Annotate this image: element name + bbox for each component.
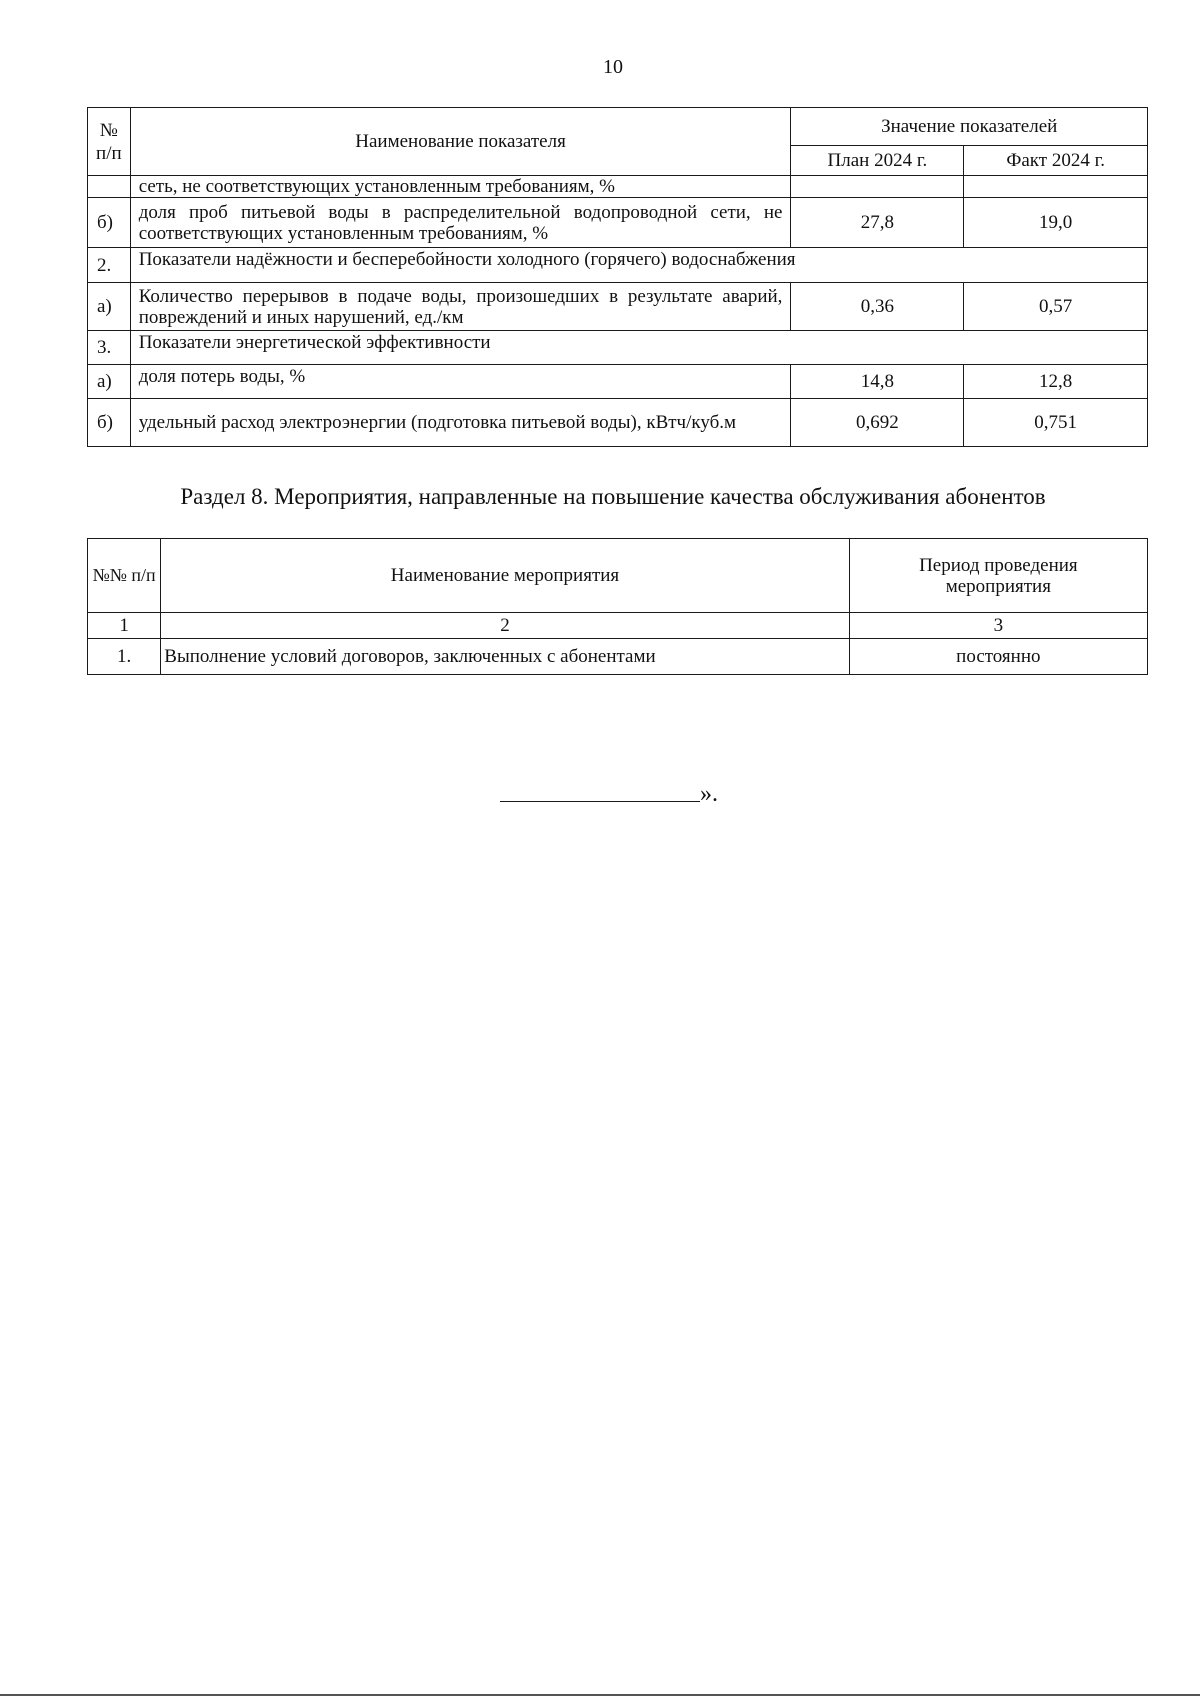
indicators-header-fact: Факт 2024 г. (964, 146, 1148, 176)
fact-value: 0,57 (964, 283, 1148, 331)
column-number: 2 (161, 613, 849, 639)
measures-header-num: №№ п/п (88, 539, 161, 613)
fact-value: 12,8 (964, 365, 1148, 399)
indicators-header-name: Наименование показателя (130, 108, 791, 176)
table-row-continued (88, 176, 1148, 198)
section-name: Показатели энергетической эффективности (130, 331, 1147, 365)
table-row (88, 283, 1148, 331)
signature-line (500, 801, 700, 802)
measures-table (87, 538, 1148, 675)
table-row (88, 639, 1148, 675)
plan-value: 14,8 (791, 365, 964, 399)
column-number: 1 (88, 613, 161, 639)
section-8-title: Раздел 8. Мероприятия, направленные на повышение качества обслуживания абонентов (180, 484, 1046, 509)
indicators-header-row-1 (88, 108, 1148, 146)
measure-period: постоянно (849, 639, 1147, 675)
row-number: а) (88, 365, 131, 399)
measures-header-period: Период проведения мероприятия (849, 539, 1147, 613)
row-number: б) (88, 198, 131, 248)
plan-value: 27,8 (791, 198, 964, 248)
table-row-section (88, 331, 1148, 365)
indicators-header-num: № п/п (88, 108, 131, 176)
plan-value: 0,692 (791, 399, 964, 447)
plan-value (791, 176, 964, 198)
row-number: а) (88, 283, 131, 331)
indicator-name: доля проб питьевой воды в распределительной водопроводной сети, не соответствующих установленным требованиям, % (130, 198, 791, 248)
indicator-name: Количество перерывов в подаче воды, произошедших в результате аварий, повреждений и иных нарушений, ед./км (130, 283, 791, 331)
indicators-table (87, 107, 1148, 447)
indicators-header-values-group: Значение показателей (791, 108, 1148, 146)
row-number: 3. (88, 331, 131, 365)
page-bottom-edge (0, 1694, 1200, 1696)
table-row (88, 399, 1148, 447)
table-row (88, 365, 1148, 399)
indicator-name: доля потерь воды, % (130, 365, 791, 399)
fact-value: 19,0 (964, 198, 1148, 248)
measure-number: 1. (88, 639, 161, 675)
measures-header-row (88, 539, 1148, 613)
indicator-name: удельный расход электроэнергии (подготовка питьевой воды), кВтч/куб.м (130, 399, 791, 447)
page-number: 10 (603, 56, 623, 78)
fact-value (964, 176, 1148, 198)
indicator-name: сеть, не соответствующих установленным требованиям, % (130, 176, 791, 198)
indicators-header-plan: План 2024 г. (791, 146, 964, 176)
closing-quote: ». (700, 781, 718, 807)
measures-column-numbers-row (88, 613, 1148, 639)
table-row-section (88, 248, 1148, 283)
measures-header-name: Наименование мероприятия (161, 539, 849, 613)
row-number: б) (88, 399, 131, 447)
measure-name: Выполнение условий договоров, заключенных с абонентами (161, 639, 849, 675)
plan-value: 0,36 (791, 283, 964, 331)
fact-value: 0,751 (964, 399, 1148, 447)
column-number: 3 (849, 613, 1147, 639)
closing-mark (500, 780, 718, 808)
section-name: Показатели надёжности и бесперебойности холодного (горячего) водоснабжения (130, 248, 1147, 283)
table-row (88, 198, 1148, 248)
row-number: 2. (88, 248, 131, 283)
row-number (88, 176, 131, 198)
